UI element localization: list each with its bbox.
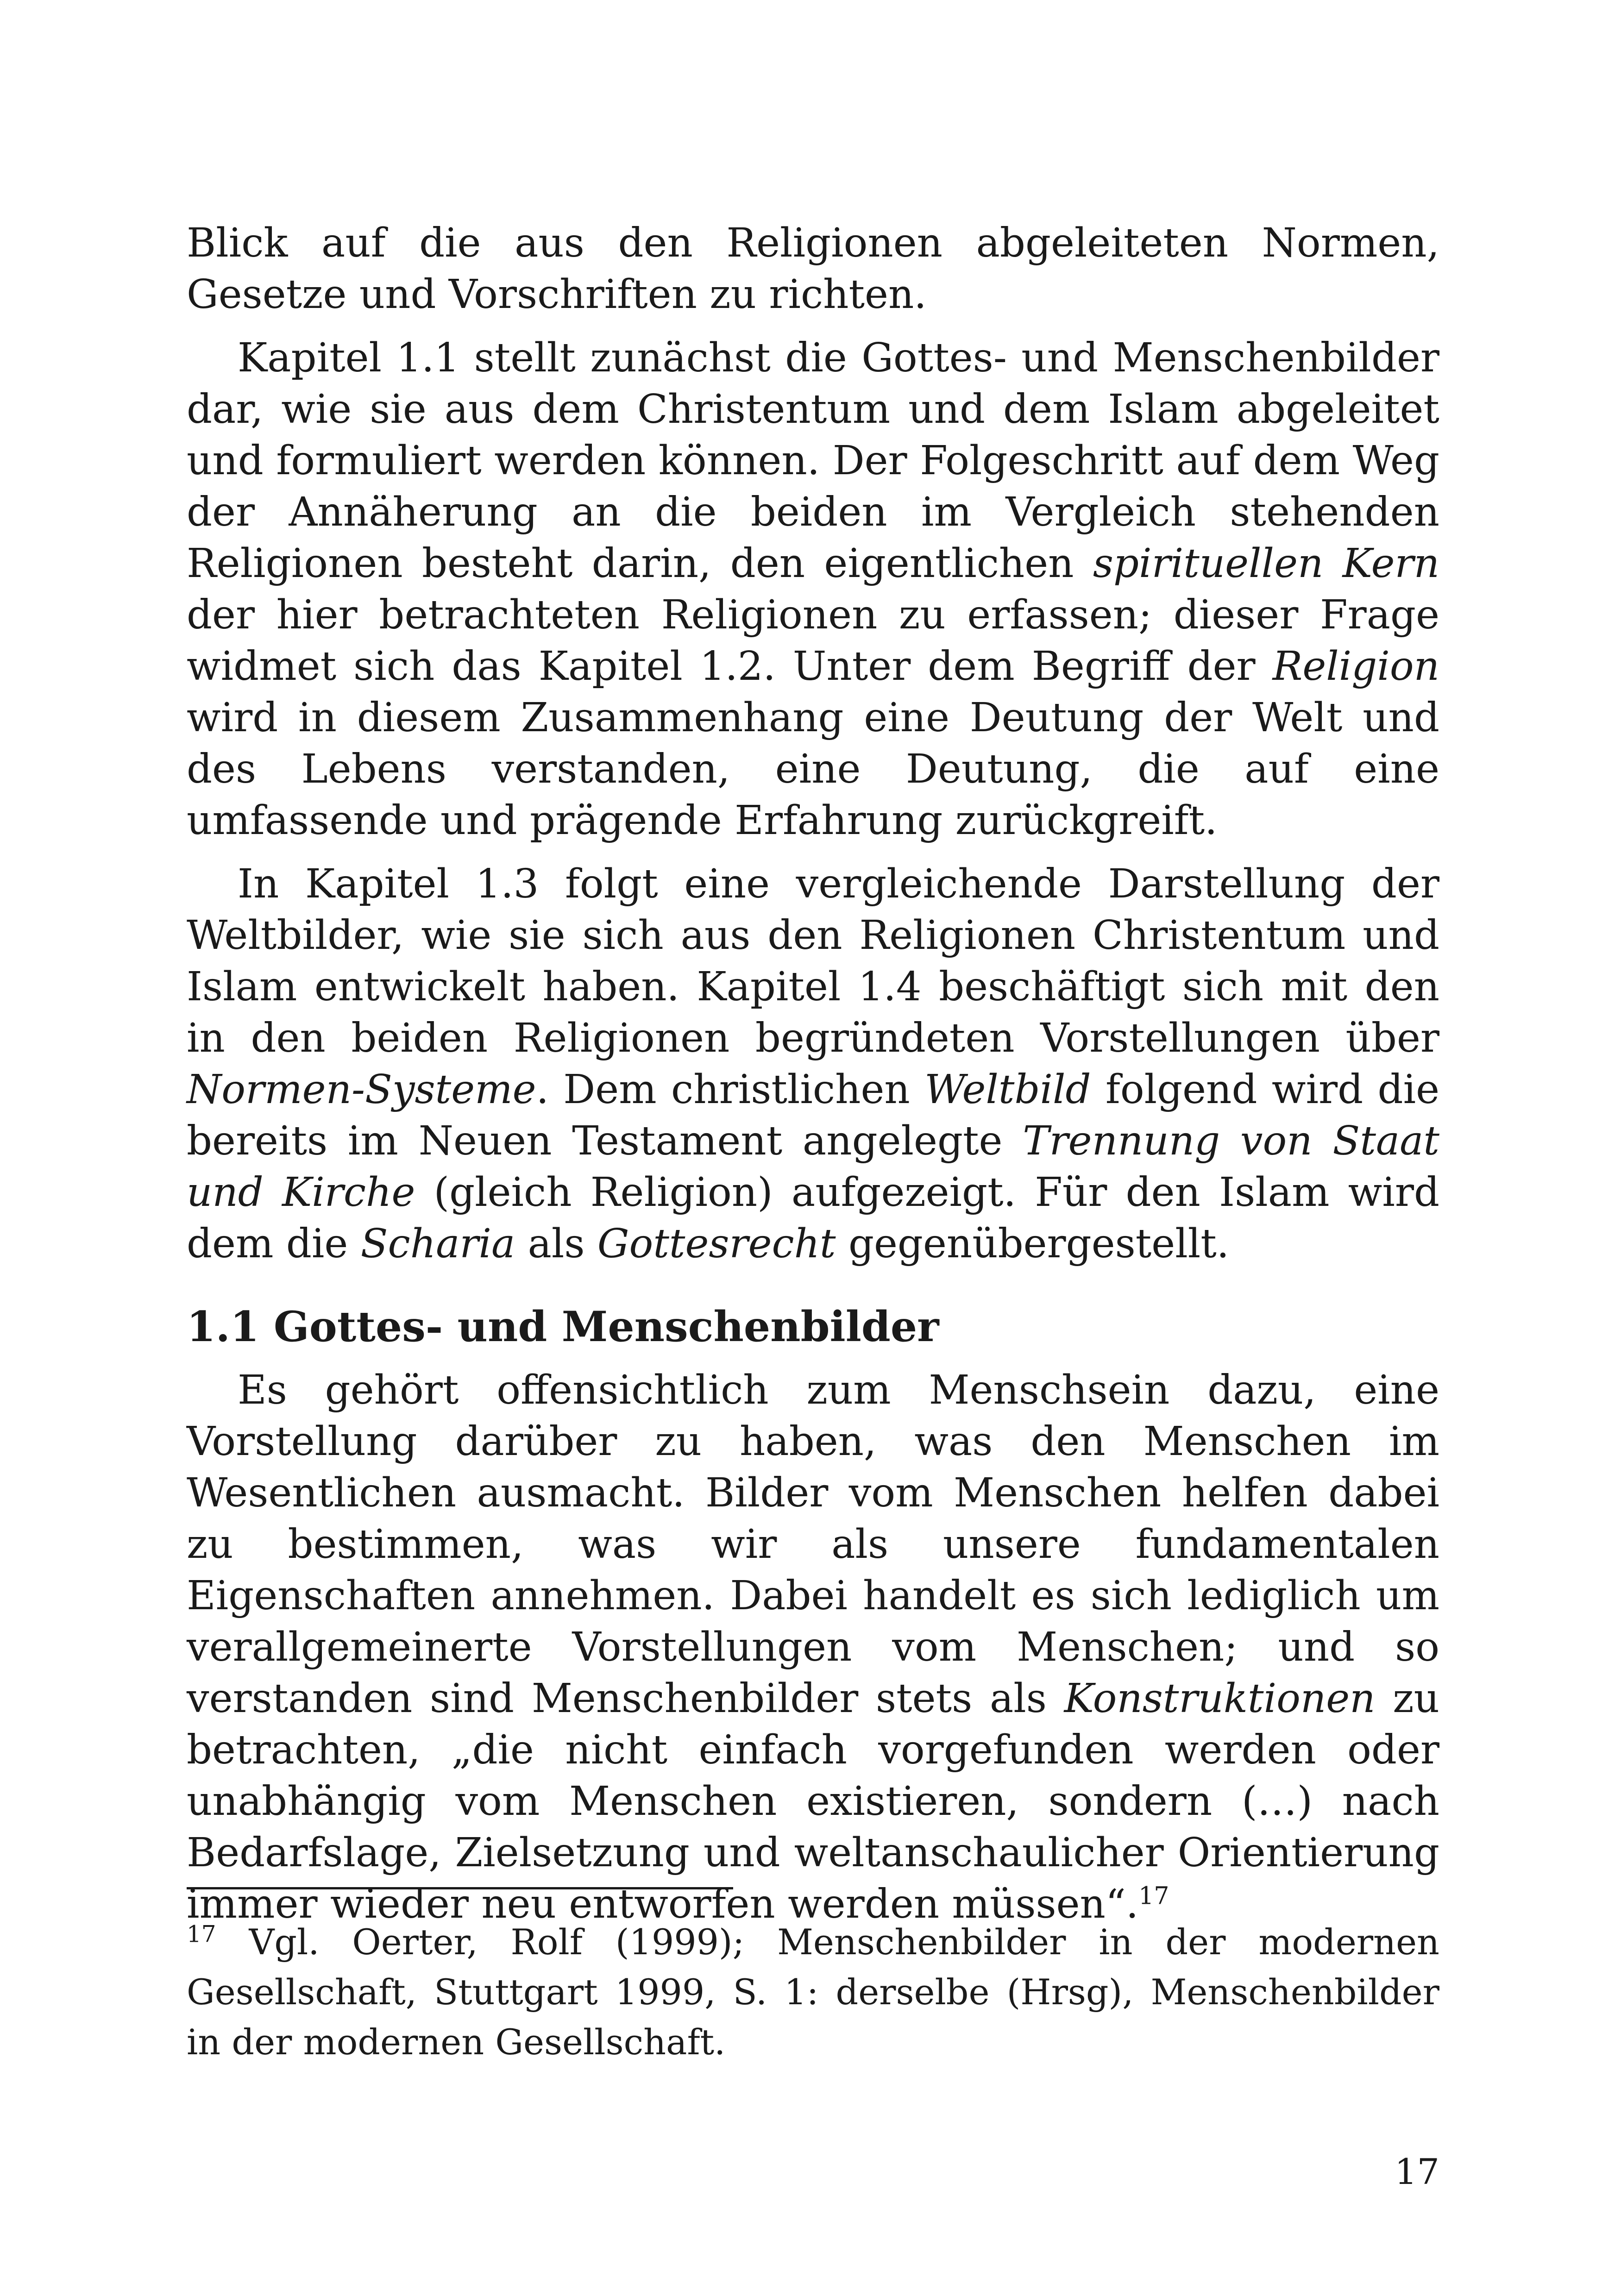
italic-religion: Religion [1272,643,1439,690]
italic-gottesrecht: Gottesrecht [597,1221,836,1267]
paragraph-3 [187,859,1439,1270]
footnote-reference[interactable]: 17 [1138,1882,1169,1910]
paragraph-3-text-2: . Dem christlichen [536,1066,925,1113]
footnote-number: 17 [187,1920,216,1948]
paragraph-4-text-1: Es gehört offensichtlich zum Menschsein dazu, eine Vorstellung darüber zu haben, was den Menschen im Wesentlichen ausmacht. Bilder vom Menschen helfen dabei zu bestimmen, was wir als unsere fundamentalen Eigenschaften annehmen. Dabei handelt es sich lediglich um verallgemeinerte Vorstellungen vom Menschen; und so verstanden sind Menschenbilder stets als [187,1367,1439,1722]
paragraph-3-text-4: (gleich Religion) aufgezeigt. Für den Islam wird dem die [187,1169,1440,1267]
italic-trennung: Trennung von Staat und Kirche [187,1118,1439,1216]
section-heading: 1.1 Gottes- und Menschenbilder [187,1302,939,1351]
italic-scharia: Scharia [360,1221,515,1267]
paragraph-3-text-6: gegenübergestellt. [836,1221,1230,1267]
italic-konstruktionen: Konstruktionen [1064,1675,1376,1722]
page-number: 17 [1395,2151,1439,2192]
footnote-text: Vgl. Oerter, Rolf (1999); Menschenbilder in der modernen Gesellschaft, Stuttgart 1999, S. 1: derselbe (Hrsg), Menschenbilder in der modernen Gesellschaft. [187,1921,1439,2063]
paragraph-2-text-1: Kapitel 1.1 stellt zunächst die Gottes- und Menschenbilder dar, wie sie aus dem Christentum und dem Islam abgeleitet und formuliert werden können. Der Folgeschritt auf dem Weg der Annäherung an die beiden im Vergleich stehenden Religionen besteht darin, den eigentlichen [187,335,1439,587]
footnote-divider [187,1887,733,1889]
paragraph-3-text-5: als [515,1221,597,1267]
italic-spiritueller-kern: spirituellen Kern [1093,540,1440,587]
paragraph-3-text-1: In Kapitel 1.3 folgt eine vergleichende Darstellung der Weltbilder, wie sie sich aus den Religionen Christentum und Islam entwickelt haben. Kapitel 1.4 beschäftigt sich mit den in den beiden Religionen begründeten Vorstellungen über [187,861,1439,1061]
paragraph-2-text-2: der hier betrachteten Religionen zu erfassen; dieser Frage widmet sich das Kapitel 1.2. Unter dem Begriff der [187,592,1439,690]
paragraph-1 [187,218,1439,320]
paragraph-2 [187,332,1439,847]
footnote [187,1917,1439,2067]
page-body [187,218,1439,1930]
italic-weltbild: Weltbild [924,1066,1091,1113]
paragraph-4-text-2: zu betrachten, „die nicht einfach vorgefunden werden oder unabhängig vom Menschen existieren, sondern (…) nach Bedarfslage, Zielsetzung und weltanschaulicher Orientierung immer wieder neu entworfen werden müssen“. [187,1675,1439,1927]
italic-normen-systeme: Normen-Systeme [187,1066,536,1113]
paragraph-3-text-3: folgend wird die bereits im Neuen Testament angelegte [187,1066,1439,1164]
paragraph-2-text-3: wird in diesem Zusammenhang eine Deutung der Welt und des Lebens verstanden, eine Deutung, die auf eine umfassende und prägende Erfahrung zurückgreift. [187,695,1439,844]
paragraph-4 [187,1365,1439,1930]
paragraph-1-text: Blick auf die aus den Religionen abgeleiteten Normen, Gesetze und Vorschriften zu richten. [187,220,1439,318]
